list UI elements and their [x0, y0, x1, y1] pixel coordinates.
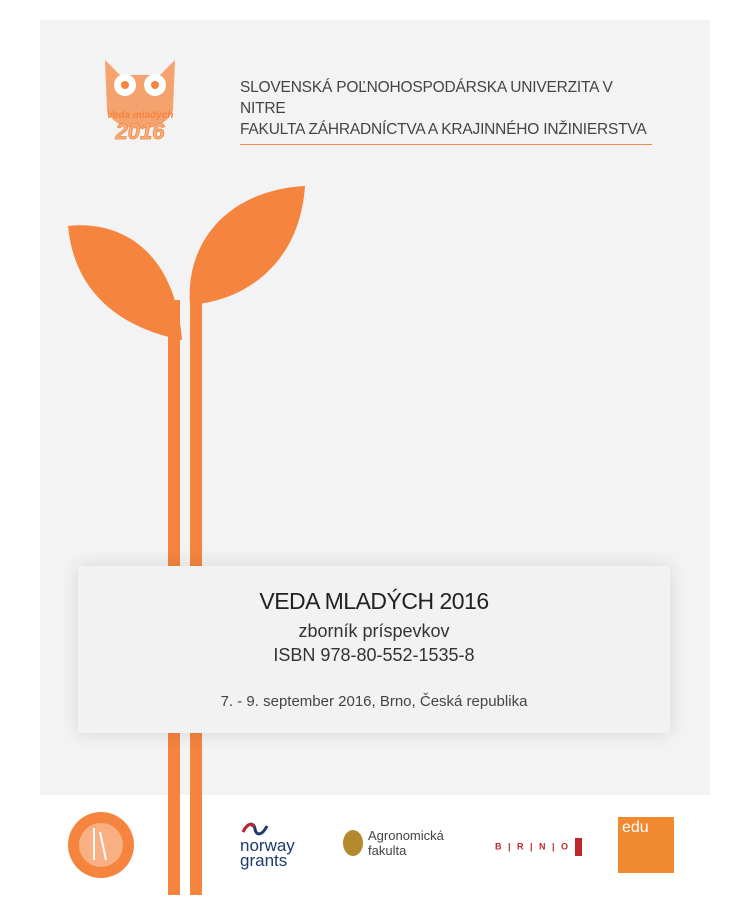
norway-wave-icon [240, 822, 270, 836]
svg-text:2016: 2016 [115, 119, 165, 144]
header-divider [240, 144, 652, 145]
spu-seal-logo [66, 810, 136, 885]
document-subtitle: zborník príspevkov [298, 621, 450, 641]
faculty-name: FAKULTA ZÁHRADNÍCTVA A KRAJINNÉHO INŽINIERSTVA [240, 121, 647, 138]
edu-logo: edu [618, 817, 674, 873]
isbn: ISBN 978-80-552-1535-8 [273, 645, 475, 665]
brno-logo: B | R | N | O [495, 838, 582, 856]
university-name: SLOVENSKÁ POĽNOHOSPODÁRSKA UNIVERZITA V NITRE [240, 79, 613, 117]
left-leaf [68, 225, 182, 340]
document-title: VEDA MLADÝCH 2016 [259, 588, 489, 614]
owl-logo [95, 55, 185, 145]
agronomicka-fakulta-logo: Agronomická fakulta [343, 828, 444, 858]
norway-grants-logo: norway grants [240, 822, 295, 868]
date-place: 7. - 9. september 2016, Brno, Česká republika [220, 693, 528, 710]
title-box [78, 566, 670, 733]
wheat-icon [343, 830, 363, 856]
svg-text:Veda mladých: Veda mladých [106, 110, 174, 121]
right-leaf [190, 186, 305, 305]
university-header [240, 77, 652, 145]
